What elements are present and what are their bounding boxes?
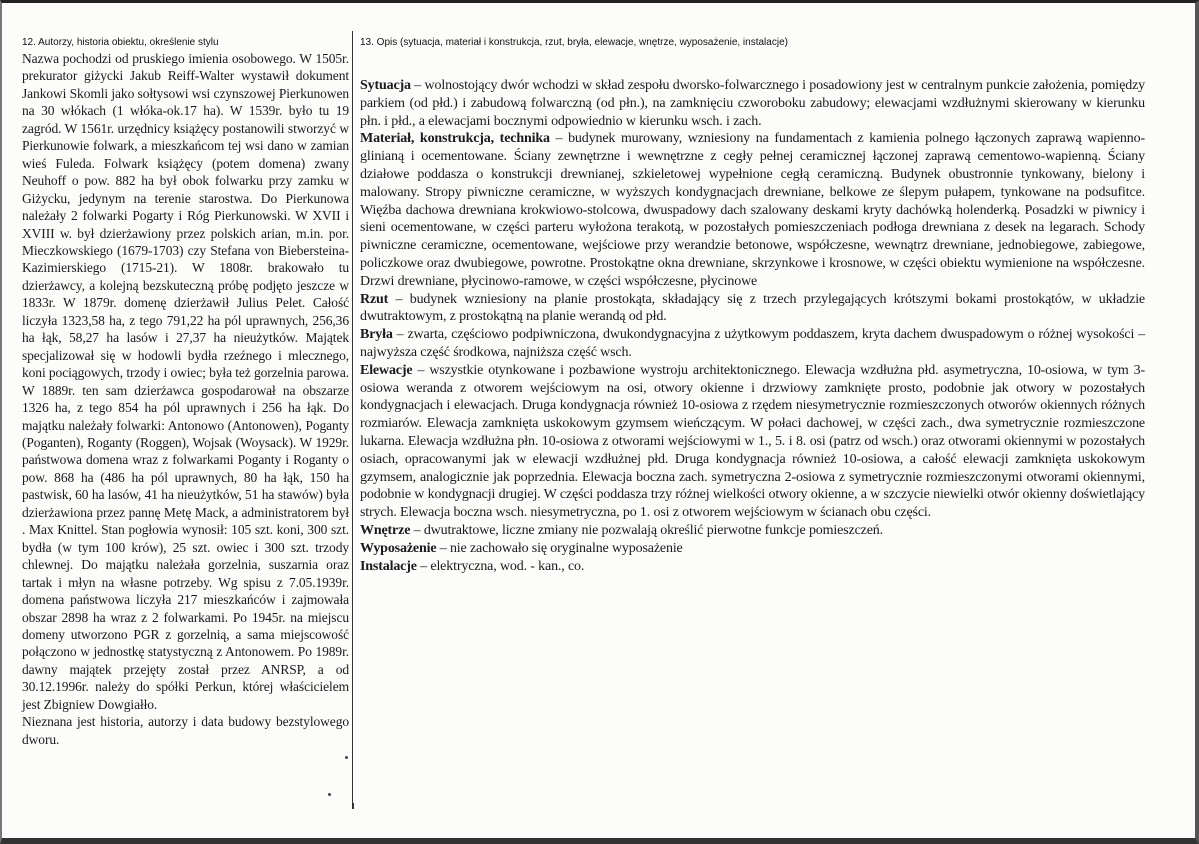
section-label: Materiał, konstrukcja, technika	[360, 131, 550, 147]
section-label: Wyposażenie	[360, 540, 437, 556]
section-sytuacja	[360, 77, 1145, 130]
scan-speck	[345, 756, 348, 759]
history-body	[22, 50, 349, 748]
section-wyposazenie	[360, 540, 1145, 558]
section-material	[360, 130, 1145, 290]
section-label: Rzut	[360, 291, 389, 307]
section-text: – elektryczna, wod. - kan., co.	[416, 558, 585, 574]
section-instalacje	[360, 558, 1145, 576]
section-text: – budynek wzniesiony na planie prostokąta, składający się z trzech przylegających krótszymi bokami prostokątów, w układzie dwutraktowym, z prostokątną na planie werandą od płd.	[360, 291, 1145, 325]
section-label: Wnętrze	[360, 522, 411, 538]
section-text: – nie zachowało się oryginalne wyposażenie	[436, 540, 683, 556]
section-wnetrze	[360, 522, 1145, 540]
section-label: Sytuacja	[360, 78, 411, 93]
section-label: Instalacje	[360, 558, 417, 574]
scan-speck	[328, 793, 331, 796]
history-heading: 12. Autorzy, historia obiektu, określenie stylu	[22, 37, 219, 48]
description-heading: 13. Opis (sytuacja, materiał i konstrukcja, rzut, bryła, elewacje, wnętrze, wyposażenie, instalacje)	[360, 37, 788, 48]
section-text: – zwarta, częściowo podpiwniczona, dwukondygnacyjna z użytkowym poddaszem, kryta dachem dwuspadowym o różnej wysokości – najwyższa część środkowa, najniższa część wsch.	[360, 327, 1145, 360]
section-text: – wszystkie otynkowane i pozbawione wystroju architektonicznego. Elewacja wzdłużna płd. asymetryczna, 10-osiowa, w tym 3-osiowa weranda z otworem wejściowym na osi, otwory okienne i drzwiowy zamknięte prosto, podobnie jak otwory w pozostałych kondygnacjach i elewacjach. Druga kondygnacja również 10-osiowa z rzędem niesymetrycznie rozmieszczonych otworów okiennych różnych rozmiarów. Elewacja zamknięta uskokowym gzymsem wieńczącym. W połaci dachowej, w części zach., dwa symetrycznie rozmieszczone lukarna. Elewacja wzdłużna płn. 10-osiowa z otworami wejściowymi w 1., 5. i 8. osi (patrz od wsch.) oraz otworami okiennymi w pozostałych osiach, opracowanymi jak w elewacji wzdłużnej płd. Druga kondygnacja również 10-osiowa, a całość elewacji zamknięta uskokowym gzymsem, analogicznie jak poprzednia. Elewacja boczna zach. symetryczna 2-osiowa z symetrycznie rozmieszczonymi otworami okiennymi, podobnie w kondygnacji drugiej. W części poddasza trzy różnej wielkości otwory okienne, a w szczycie niewielki otwór okienny doświetlający strych. Elewacja boczna wsch. niesymetryczna, po 1. osi z otworem wejściowym w ścianach obu części.	[360, 362, 1145, 521]
history-paragraph-1: Nazwa pochodzi od pruskiego imienia osobowego. W 1505r. prekurator giżycki Jakub Reiff-Walter wystawił dokument Jankowi Skomli jako sołtysowi wsi czynszowej Pierkunowen na 30 włókach (1 włóka-ok.17 ha). W 1539r. było tu 19 zagród. W 1561r. urzędnicy książęcy postanowili stworzyć w Pierkunowie folwark, a mieszkańcom tej wsi dano w zamian wieś Fuleda. Folwark książęcy (potem domena) zwany Neuhoff o pow. 882 ha był obok folwarku przy zamku w Giżycku, jedynym na terenie starostwa. Do Pierkunowa należały 2 folwarki Pogarty i Róg Pierkunowski. W XVII i XVIII w. był dzierżawiony przez polskich arian, m.in. por. Mieczkowskiego (1679-1703) czy Stefana von Biebersteina-Kazimierskiego (1715-21). W 1808r. brakowało tu dzierżawcy, a kolejną bezskuteczną próbę podjęto jeszcze w 1833r. W 1879r. domenę dzierżawił Julius Pelet. Całość liczyła 1323,58 ha, z tego 791,22 ha pól uprawnych, 256,36 ha łąk, 58,27 ha lasów i 27,37 ha nieużytków. Majątek specjalizował się w hodowli bydła rzeźnego i mlecznego, koni pociągowych, trzody i owiec; była też gorzelnia parowa. W 1889r. ten sam dzierżawca gospodarował na obszarze 1326 ha, z tego 854 ha pól uprawnych i 256 ha łąk. Do majątku należały folwarki: Antonowo (Antonowen), Poganty (Poganten), Roganty (Roggen), Wojsak (Woysack). W 1929r. państwowa domena wraz z folwarkami Poganty i Roganty o pow. 868 ha (486 ha pól uprawnych, 80 ha łąk, 150 ha pastwisk, 60 ha lasów, 41 ha nieużytków, 51 ha stawów) była dzierżawiona przez pannę Metę Mack, a administratorem był . Max Knittel. Stan pogłowia wynosił: 105 szt. koni, 300 szt. bydła (w tym 100 krów), 25 szt. owiec i 300 szt. trzody chlewnej. Do majątku należała gorzelnia, suszarnia oraz tartak i młyn na własne potrzeby. Wg spisu z 7.05.1939r. domena państwowa liczyła 217 mieszkańców i zajmowała obszar 2898 ha wraz z 2 folwarkami. Po 1945r. na miejscu domeny utworzono PGR z gorzelnią, a sama miejscowość połączono w jednostkę statystyczną z Antonowem. Po 1989r. dawny majątek przejęty został przez ANRSP, a od 30.12.1996r. należy do spółki Perkun, której właścicielem jest Zbigniew Dowgiałło.	[22, 51, 349, 712]
column-divider	[352, 31, 353, 809]
history-column	[22, 37, 349, 748]
section-label: Elewacje	[360, 362, 413, 378]
section-rzut	[360, 291, 1145, 327]
section-text: – budynek murowany, wzniesiony na fundamentach z kamienia polnego łączonych zaprawą wapienno-glinianą i ocementowane. Ściany zewnętrzne i wewnętrzne z cegły pełnej ceramicznej łączonej zaprawą cementowo-wapienną. Ściany działowe poddasza o konstrukcji drewnianej, szkieletowej wypełnione cegłą ceramiczną. Budynek obustronnie tynkowany, bielony i malowany. Stropy piwniczne ceramiczne, w wyższych kondygnacjach drewniane, belkowe ze ślepym pułapem, tynkowane na podsufitce. Więźba dachowa drewniana krokwiowo-stolcowa, dwuspadowy dach szalowany deskami kryty dachówką holenderką. Posadzki w piwnicy i sieni ocementowane, w części parteru wyłożona terakotą, w pozostałych pomieszczeniach podłoga drewniana z desek na legarach. Schody piwniczne ceramiczne, ocementowane, wejściowe przy werandzie betonowe, współczesne, wewnątrz drewniane, jednobiegowe, zabiegowe, policzkowe oraz dwubiegowe, powrotne. Prostokątne okna drewniane, skrzynkowe i krosnowe, w części obiektu wymienione na współczesne. Drzwi drewniane, płycinowo-ramowe, w części współczesne, płycinowe	[360, 131, 1145, 289]
section-elewacje	[360, 362, 1145, 522]
description-column	[360, 37, 1145, 575]
description-body	[360, 77, 1145, 575]
section-bryla	[360, 326, 1145, 362]
section-text: – wolnostojący dwór wchodzi w skład zespołu dworsko-folwarcznego i posadowiony jest w centralnym punkcie założenia, pomiędzy parkiem (od płd.) i zabudową folwarczną (od płn.), na zamknięciu czworoboku zabudowy; elewacjami wzdłużnymi skierowany w kierunku płn. i płd., a elewacjami bocznymi odpowiednio w kierunku wsch. i zach.	[360, 78, 1145, 129]
history-paragraph-2: Nieznana jest historia, autorzy i data budowy bezstylowego dworu.	[22, 714, 349, 747]
section-text: – dwutraktowe, liczne zmiany nie pozwalają określić pierwotne funkcje pomieszczeń.	[410, 522, 883, 538]
section-label: Bryła	[360, 327, 393, 343]
